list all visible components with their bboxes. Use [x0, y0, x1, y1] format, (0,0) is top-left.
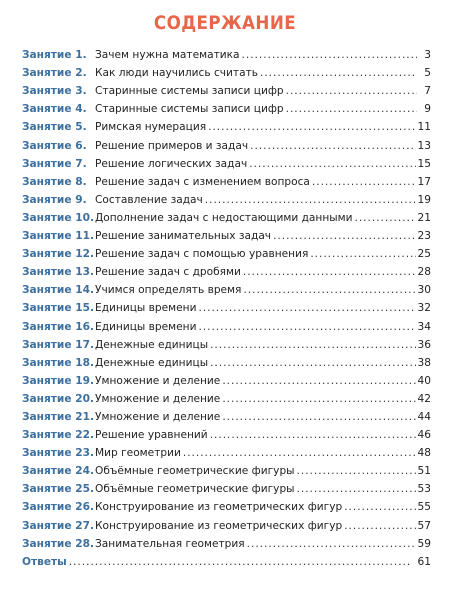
lesson-title: Решение логических задач [95, 157, 248, 170]
lesson-title: Зачем нужна математика [95, 49, 240, 62]
dot-leader [198, 302, 415, 314]
lesson-title: Конструирование из геометрических фигур [95, 501, 343, 514]
page-number: 13 [417, 139, 431, 152]
page-number: 7 [424, 85, 431, 98]
lesson-number: Занятие 15. [22, 302, 94, 315]
dot-leader [208, 121, 415, 133]
page-number: 36 [417, 338, 431, 351]
lesson-number: Занятие 10. [22, 211, 94, 224]
toc-entry[interactable] [22, 115, 431, 133]
lesson-title: Решение задач с помощью уравнения [95, 248, 309, 261]
toc-entry[interactable] [22, 224, 431, 242]
dot-leader [286, 103, 417, 115]
toc-entry[interactable] [22, 477, 431, 495]
page-number: 53 [417, 483, 431, 496]
page-number: 23 [417, 230, 431, 243]
toc-entry[interactable] [22, 351, 431, 369]
dot-leader [297, 465, 416, 477]
lesson-number: Занятие 7. [22, 157, 87, 170]
lesson-title: Единицы времени [95, 320, 197, 333]
table-of-contents [22, 43, 431, 568]
lesson-title: Решение уравнений [95, 429, 208, 442]
lesson-number: Занятие 25. [22, 483, 94, 496]
page-number: 21 [417, 211, 431, 224]
page-number: 25 [417, 248, 431, 261]
lesson-number: Занятие 16. [22, 320, 94, 333]
dot-leader [249, 158, 415, 170]
page-number: 42 [417, 392, 431, 405]
dot-leader [273, 230, 415, 242]
lesson-number: Занятие 21. [22, 410, 94, 423]
toc-entry[interactable] [22, 296, 431, 314]
lesson-number: Занятие 1. [22, 49, 87, 62]
lesson-number: Занятие 13. [22, 266, 94, 279]
lesson-number: Занятие 8. [22, 175, 87, 188]
lesson-title: Дополнение задач с недостающими данными [95, 211, 353, 224]
dot-leader [260, 67, 417, 79]
page-number: 11 [417, 121, 431, 134]
dot-leader [297, 483, 416, 495]
dot-leader [210, 339, 415, 351]
page-number: 32 [417, 302, 431, 315]
lesson-title: Старинные системы записи цифр [95, 85, 284, 98]
lesson-title: Объёмные геометрические фигуры [95, 483, 295, 496]
lesson-title: Денежные единицы [95, 356, 209, 369]
lesson-title: Решение занимательных задач [95, 230, 272, 243]
toc-entry-answers[interactable] [22, 550, 431, 568]
lesson-number: Занятие 3. [22, 85, 87, 98]
page-number: 51 [417, 465, 431, 478]
page-number: 28 [417, 266, 431, 279]
lesson-number: Занятие 12. [22, 248, 94, 261]
dot-leader [205, 194, 416, 206]
lesson-title: Старинные системы записи цифр [95, 103, 284, 116]
toc-entry[interactable] [22, 188, 431, 206]
toc-entry[interactable] [22, 532, 431, 550]
toc-entry[interactable] [22, 206, 431, 224]
page-number: 17 [417, 175, 431, 188]
page-number: 55 [417, 501, 431, 514]
lesson-title: Решение примеров и задач [95, 139, 249, 152]
page-number: 40 [417, 374, 431, 387]
lesson-number: Занятие 20. [22, 392, 94, 405]
lesson-number: Занятие 6. [22, 139, 87, 152]
dot-leader [69, 556, 416, 568]
toc-entry[interactable] [22, 133, 431, 151]
lesson-title: Объёмные геометрические фигуры [95, 465, 295, 478]
page-number: 15 [417, 157, 431, 170]
lesson-title: Умножение и деление [95, 374, 221, 387]
lesson-title: Занимательная геометрия [95, 537, 245, 550]
dot-leader [355, 212, 416, 224]
lesson-title: Единицы времени [95, 302, 197, 315]
lesson-number: Занятие 9. [22, 193, 87, 206]
lesson-number: Занятие 26. [22, 501, 94, 514]
lesson-number: Занятие 17. [22, 338, 94, 351]
toc-entry[interactable] [22, 79, 431, 97]
toc-entry[interactable] [22, 405, 431, 423]
lesson-number: Занятие 18. [22, 356, 94, 369]
lesson-number: Занятие 27. [22, 519, 94, 532]
dot-leader [222, 393, 415, 405]
toc-entry[interactable] [22, 61, 431, 79]
lesson-title: Конструирование из геометрических фигур [95, 519, 343, 532]
dot-leader [310, 248, 415, 260]
lesson-title: Составление задач [95, 193, 203, 206]
page-number: 44 [417, 410, 431, 423]
page-number: 3 [424, 49, 431, 62]
page-number: 61 [417, 555, 431, 568]
lesson-title: Решение задач с изменением вопроса [95, 175, 310, 188]
toc-entry[interactable] [22, 333, 431, 351]
lesson-title: Денежные единицы [95, 338, 209, 351]
page-number: 9 [424, 103, 431, 116]
page-number: 46 [417, 429, 431, 442]
lesson-number: Занятие 14. [22, 284, 94, 297]
page-number: 48 [417, 447, 431, 460]
page-title: СОДЕРЖАНИЕ [153, 12, 297, 34]
dot-leader [286, 85, 417, 97]
toc-entry[interactable] [22, 97, 431, 115]
page-number: 30 [417, 284, 431, 297]
lesson-title: Мир геометрии [95, 447, 181, 460]
toc-entry[interactable] [22, 152, 431, 170]
dot-leader [183, 447, 416, 459]
toc-entry[interactable] [22, 459, 431, 477]
toc-entry[interactable] [22, 369, 431, 387]
toc-entry[interactable] [22, 387, 431, 405]
lesson-title: Как люди научились считать [95, 67, 259, 80]
dot-leader [210, 429, 416, 441]
dot-leader [247, 538, 416, 550]
page-number: 38 [417, 356, 431, 369]
toc-entry[interactable] [22, 423, 431, 441]
lesson-title: Решение задач с дробями [95, 266, 241, 279]
dot-leader [243, 266, 416, 278]
dot-leader [312, 176, 416, 188]
lesson-number: Занятие 22. [22, 429, 94, 442]
lesson-title: Умножение и деление [95, 392, 221, 405]
lesson-number: Занятие 2. [22, 67, 87, 80]
lesson-number: Занятие 28. [22, 537, 94, 550]
dot-leader [222, 375, 415, 387]
lesson-number: Занятие 23. [22, 447, 94, 460]
toc-entry[interactable] [22, 314, 431, 332]
lesson-title: Римская нумерация [95, 121, 207, 134]
toc-entry[interactable] [22, 260, 431, 278]
page-number: 5 [424, 67, 431, 80]
dot-leader [242, 49, 417, 61]
lesson-title: Учимся определять время [95, 284, 242, 297]
lesson-number: Занятие 5. [22, 121, 87, 134]
dot-leader [344, 520, 415, 532]
page-number: 59 [417, 537, 431, 550]
toc-entry[interactable] [22, 495, 431, 513]
dot-leader [344, 501, 415, 513]
dot-leader [210, 357, 415, 369]
toc-entry[interactable] [22, 170, 431, 188]
page-number: 57 [417, 519, 431, 532]
lesson-number: Занятие 11. [22, 230, 94, 243]
toc-entry[interactable] [22, 242, 431, 260]
toc-entry[interactable] [22, 513, 431, 531]
lesson-title: Умножение и деление [95, 410, 221, 423]
lesson-number: Занятие 4. [22, 103, 87, 116]
dot-leader [243, 284, 415, 296]
dot-leader [198, 321, 415, 333]
answers-label: Ответы [22, 555, 67, 568]
toc-entry[interactable] [22, 43, 431, 61]
lesson-number: Занятие 24. [22, 465, 94, 478]
toc-entry[interactable] [22, 441, 431, 459]
dot-leader [250, 140, 415, 152]
page-number: 34 [417, 320, 431, 333]
toc-entry[interactable] [22, 278, 431, 296]
lesson-number: Занятие 19. [22, 374, 94, 387]
dot-leader [222, 411, 415, 423]
page-number: 19 [417, 193, 431, 206]
